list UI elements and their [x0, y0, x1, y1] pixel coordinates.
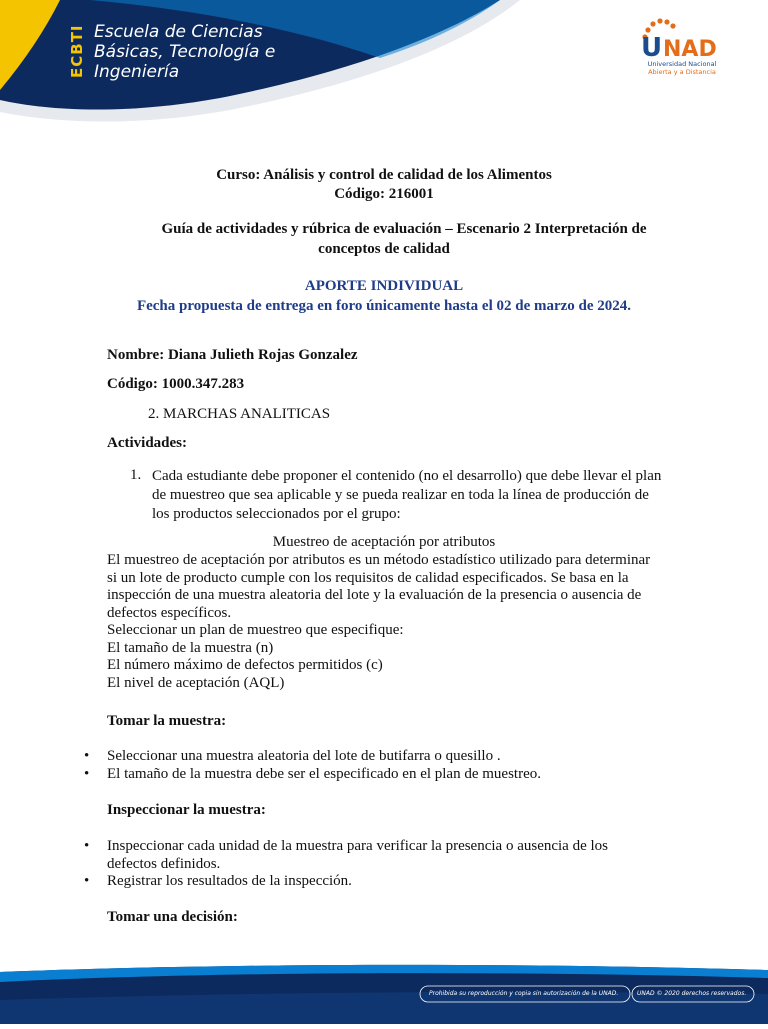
list-item-line: defectos definidos. — [107, 855, 221, 872]
list-item-text: El tamaño de la muestra debe ser el especificado en el plan de muestreo. — [107, 766, 541, 782]
guide-title-line2: conceptos de calidad — [318, 241, 450, 257]
school-name-line: Ingeniería — [94, 62, 180, 82]
muestreo-line: El número máximo de defectos permitidos (c) — [107, 657, 383, 673]
list-item-text — [107, 838, 667, 873]
tomar-muestra-heading: Tomar la muestra: — [107, 713, 227, 729]
school-name-line: Básicas, Tecnología e — [94, 42, 276, 62]
muestreo-line: si un lote de producto cumple con los requisitos de calidad especificados. Se basa en la — [107, 569, 629, 586]
item-text — [152, 467, 712, 524]
muestreo-line: El muestreo de aceptación por atributos es un método estadístico utilizado para determinar — [107, 552, 651, 568]
list-item-text: Registrar los resultados de la inspección. — [107, 873, 352, 889]
list-item-line: Inspeccionar cada unidad de la muestra para verificar la presencia o ausencia de los — [107, 838, 608, 854]
svg-text:U: U — [641, 33, 663, 63]
section-marchas: 2. MARCHAS ANALITICAS — [148, 406, 331, 422]
item-line: Cada estudiante debe proponer el contenido (no el desarrollo) que debe llevar el plan — [152, 468, 662, 484]
muestreo-paragraph — [107, 552, 707, 692]
item-line: de muestreo que sea aplicable y se pueda realizar en toda la línea de producción de — [152, 487, 649, 503]
list-item-text: Seleccionar una muestra aleatoria del lote de butifarra o quesillo . — [107, 748, 501, 764]
muestreo-line: El nivel de aceptación (AQL) — [107, 674, 285, 691]
unad-subtitle — [632, 60, 732, 76]
muestreo-line: defectos específicos. — [107, 604, 232, 621]
inspeccionar-heading: Inspeccionar la muestra: — [107, 802, 266, 818]
school-name-line: Escuela de Ciencias — [94, 22, 263, 42]
school-name — [94, 22, 275, 82]
muestreo-line: El tamaño de la muestra (n) — [107, 639, 274, 656]
activities-heading: Actividades: — [107, 435, 187, 451]
bullet-icon: • — [84, 873, 90, 889]
guide-title-line1: Guía de actividades y rúbrica de evaluación – Escenario 2 Interpretación de — [161, 221, 647, 237]
course-code: Código: 216001 — [334, 186, 434, 202]
bullet-icon: • — [84, 838, 90, 854]
student-name: Nombre: Diana Julieth Rojas Gonzalez — [107, 347, 358, 363]
course-title: Curso: Análisis y control de calidad de los Alimentos — [216, 167, 552, 183]
footer-rights: UNAD © 2020 derechos reservados. — [637, 990, 747, 997]
page-header — [0, 0, 768, 140]
footer-copyright-notice: Prohibida su reproducción y copia sin autorización de la UNAD. — [429, 990, 619, 997]
unad-subtitle-line: Abierta y a Distancia — [648, 68, 716, 76]
item-number: 1. — [130, 467, 142, 483]
muestreo-line: inspección de una muestra aleatoria del lote y la evaluación de la presencia o ausencia de — [107, 587, 642, 603]
student-code: Código: 1000.347.283 — [107, 376, 245, 392]
bullet-icon: • — [84, 748, 90, 764]
item-line: los productos seleccionados por el grupo: — [152, 506, 401, 522]
aporte-heading: APORTE INDIVIDUAL — [304, 278, 464, 294]
muestreo-title: Muestreo de aceptación por atributos — [272, 534, 496, 550]
ecbti-acronym: ECBTI — [68, 24, 86, 78]
unad-subtitle-line: Universidad Nacional — [647, 60, 717, 68]
decision-heading: Tomar una decisión: — [107, 909, 238, 925]
bullet-icon: • — [84, 766, 90, 782]
muestreo-line: Seleccionar un plan de muestreo que especifique: — [107, 622, 404, 638]
svg-text:NAD: NAD — [663, 37, 717, 62]
due-date: Fecha propuesta de entrega en foro únicamente hasta el 02 de marzo de 2024. — [136, 298, 632, 314]
